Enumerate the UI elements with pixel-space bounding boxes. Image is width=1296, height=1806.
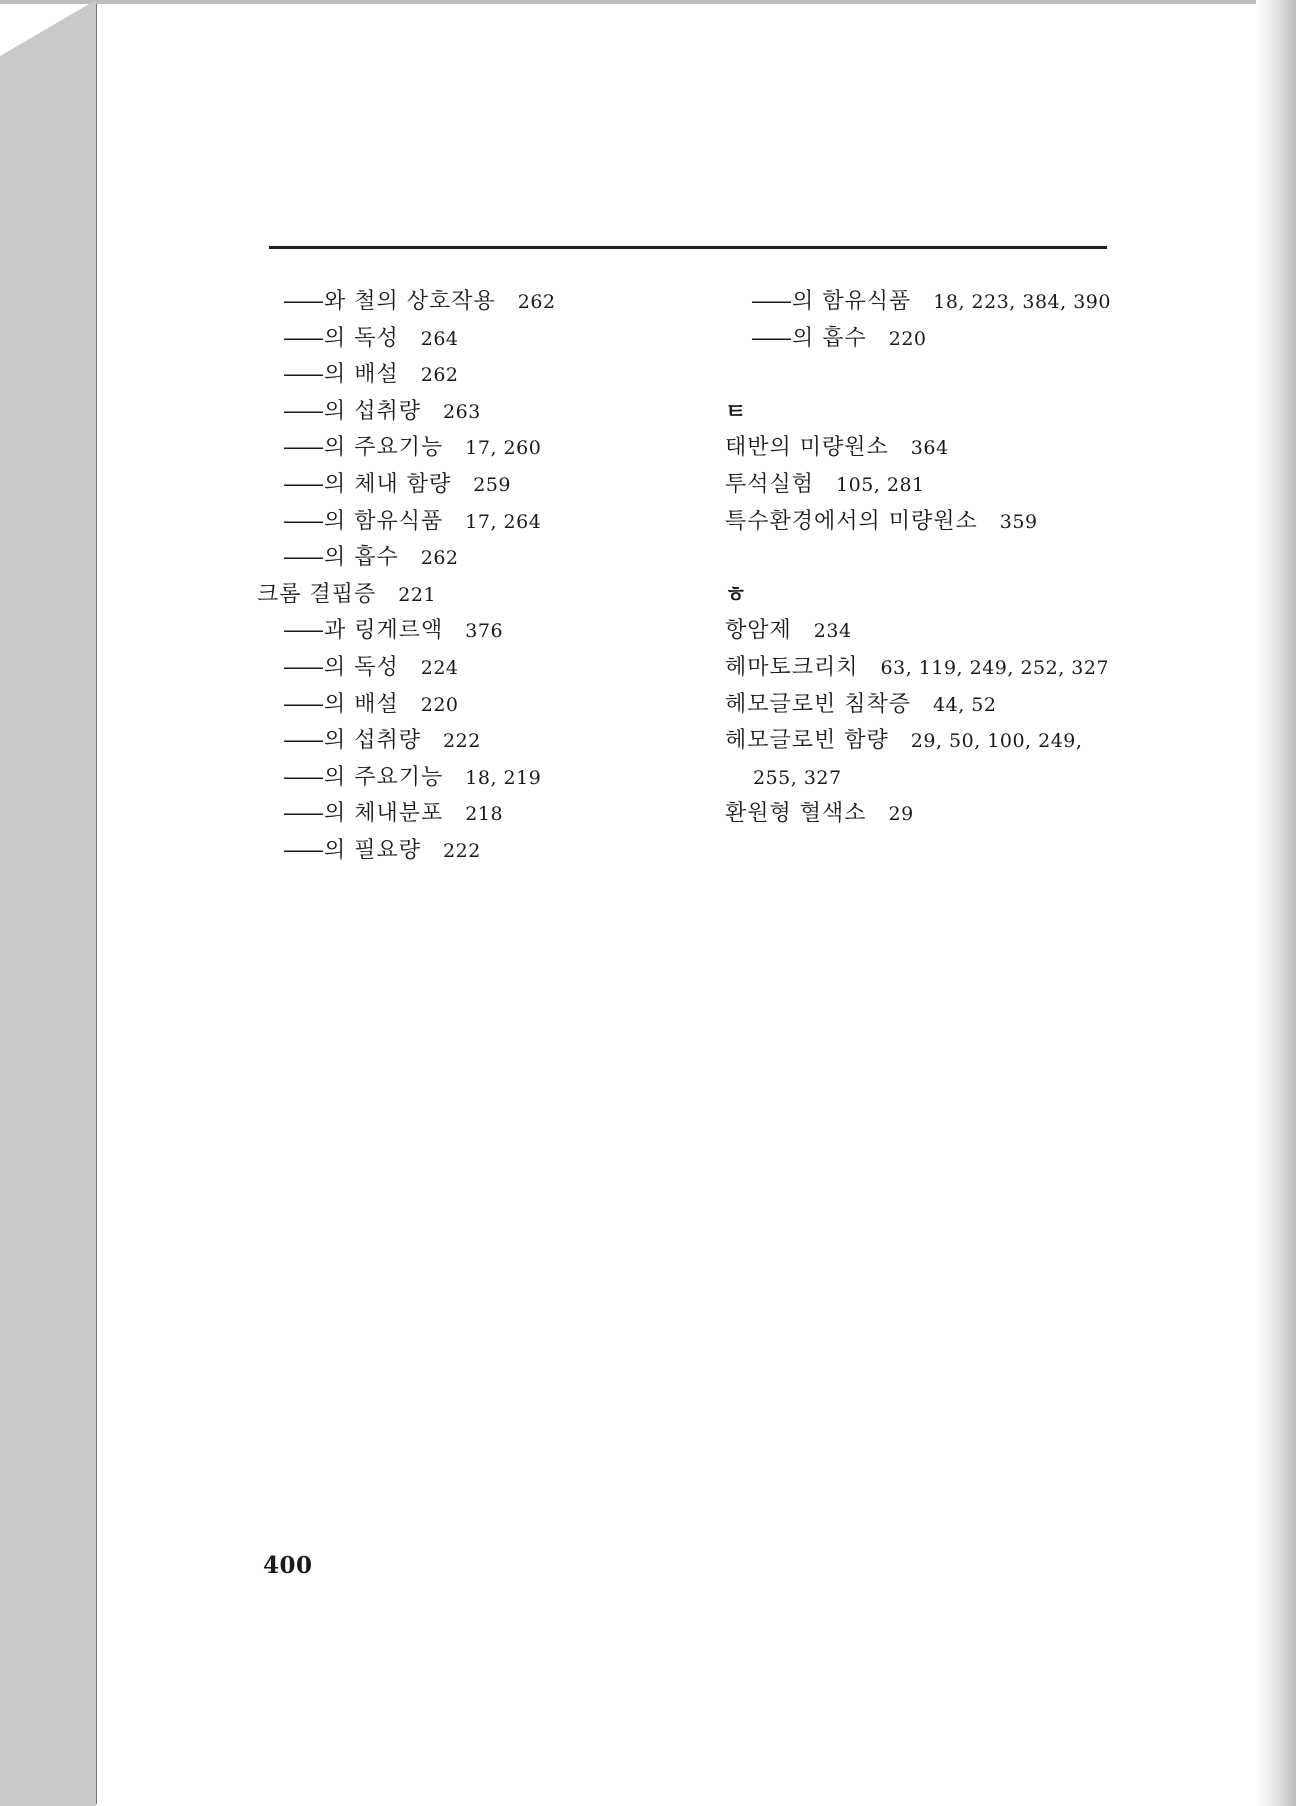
entry-pages: 17, 264 — [465, 510, 542, 533]
index-entry — [725, 687, 1245, 724]
entry-term: 헤모글로빈 함량 — [725, 728, 889, 754]
entry-term: 특수환경에서의 미량원소 — [725, 508, 978, 534]
index-subentry — [257, 394, 697, 431]
repeat-dash: —— — [283, 618, 321, 644]
entry-term: 태반의 미량원소 — [725, 435, 889, 461]
entry-pages: 264 — [420, 327, 459, 350]
index-subentry — [257, 613, 697, 650]
entry-term: 와 철의 상호작용 — [324, 289, 496, 314]
index-subentry — [257, 650, 697, 687]
book-page-edges — [1256, 0, 1296, 1806]
repeat-dash: —— — [283, 545, 321, 571]
entry-pages: 218 — [465, 803, 504, 826]
entry-pages: 44, 52 — [933, 693, 997, 716]
book-page — [96, 4, 1257, 1804]
index-entry — [725, 613, 1245, 650]
entry-term: 헤모글로빈 침착증 — [725, 691, 912, 717]
entry-pages: 105, 281 — [836, 473, 925, 496]
entry-term: 의 함유식품 — [792, 289, 912, 314]
entry-term: 의 독성 — [324, 325, 399, 351]
entry-term: 의 체내분포 — [324, 801, 444, 827]
index-entry — [725, 760, 1245, 797]
repeat-dash: —— — [283, 471, 321, 497]
entry-pages: 222 — [443, 730, 481, 753]
index-entry — [725, 504, 1245, 541]
header-rule — [269, 246, 1107, 249]
entry-term: 크롬 결핍증 — [257, 581, 377, 607]
entry-pages: 29 — [888, 803, 914, 826]
entry-term: 과 링게르액 — [324, 618, 444, 644]
entry-spacer — [725, 357, 1245, 394]
entry-term: 의 배설 — [324, 691, 399, 717]
entry-spacer — [725, 540, 1245, 577]
page-number: 400 — [263, 1552, 313, 1579]
index-subentry — [257, 540, 697, 577]
repeat-dash: —— — [283, 289, 321, 314]
index-entry — [725, 467, 1245, 504]
entry-pages: 220 — [888, 327, 927, 350]
entry-term: 의 독성 — [324, 654, 399, 680]
index-entry — [725, 796, 1245, 833]
index-subentry — [257, 284, 697, 321]
entry-pages: 224 — [420, 656, 459, 679]
entry-pages: 364 — [910, 437, 949, 460]
repeat-dash: —— — [283, 691, 321, 717]
entry-pages: 259 — [473, 473, 512, 496]
entry-pages: 234 — [813, 620, 852, 643]
index-subentry — [257, 357, 697, 394]
entry-term: 항암제 — [725, 618, 792, 644]
book-spine — [0, 0, 98, 1806]
repeat-dash: —— — [751, 325, 789, 351]
index-subentry — [257, 760, 697, 797]
index-subentry — [257, 430, 697, 467]
entry-term: 의 섭취량 — [324, 398, 422, 424]
entry-term: 의 배설 — [324, 362, 399, 388]
entry-pages: 63, 119, 249, 252, 327 — [880, 656, 1110, 679]
entry-pages: 263 — [443, 400, 481, 423]
entry-pages: 222 — [443, 839, 481, 862]
index-subentry — [725, 284, 1245, 321]
entry-term: 의 체내 함량 — [324, 471, 452, 497]
entry-term: 의 흡수 — [792, 325, 867, 351]
repeat-dash: —— — [283, 801, 321, 827]
entry-term: 의 흡수 — [324, 545, 399, 571]
repeat-dash: —— — [283, 398, 321, 424]
entry-pages: 18, 219 — [465, 766, 542, 789]
entry-pages: 376 — [465, 620, 504, 643]
entry-pages: 220 — [420, 693, 459, 716]
entry-pages: 17, 260 — [465, 437, 542, 460]
index-subentry — [257, 321, 697, 358]
index-entry — [725, 430, 1245, 467]
index-subentry — [257, 504, 697, 541]
entry-term: 의 주요기능 — [324, 764, 444, 790]
repeat-dash: —— — [283, 837, 321, 863]
repeat-dash: —— — [283, 325, 321, 351]
section-heading: ㅎ — [725, 581, 747, 608]
entry-pages: 262 — [420, 547, 459, 570]
entry-pages: 262 — [420, 364, 459, 387]
entry-pages: 221 — [398, 583, 437, 606]
section-heading: ㅌ — [725, 398, 747, 425]
entry-term: 의 섭취량 — [324, 728, 422, 754]
entry-term: 투석실험 — [725, 471, 815, 497]
entry-pages: 18, 223, 384, 390 — [933, 291, 1111, 313]
repeat-dash: —— — [283, 508, 321, 534]
index-subentry — [257, 467, 697, 504]
entry-pages: 262 — [517, 291, 556, 313]
index-entry — [257, 577, 697, 614]
repeat-dash: —— — [283, 728, 321, 754]
index-column-left — [257, 284, 697, 870]
repeat-dash: —— — [283, 654, 321, 680]
entry-pages: 29, 50, 100, 249, — [910, 730, 1083, 753]
index-subentry — [257, 833, 697, 870]
index-subentry — [257, 687, 697, 724]
entry-term: 의 함유식품 — [324, 508, 444, 534]
entry-term: 의 필요량 — [324, 837, 422, 863]
index-entry — [725, 723, 1245, 760]
index-entry — [725, 650, 1245, 687]
index-column-right — [725, 284, 1245, 833]
repeat-dash: —— — [283, 362, 321, 388]
entry-pages: 255, 327 — [753, 766, 842, 789]
index-subentry — [257, 796, 697, 833]
index-subentry — [257, 723, 697, 760]
entry-term: 의 주요기능 — [324, 435, 444, 461]
repeat-dash: —— — [751, 289, 789, 314]
index-subentry — [725, 321, 1245, 358]
entry-term: 환원형 혈색소 — [725, 801, 867, 827]
repeat-dash: —— — [283, 435, 321, 461]
entry-term: 헤마토크리치 — [725, 654, 859, 680]
entry-pages: 359 — [999, 510, 1038, 533]
repeat-dash: —— — [283, 764, 321, 790]
